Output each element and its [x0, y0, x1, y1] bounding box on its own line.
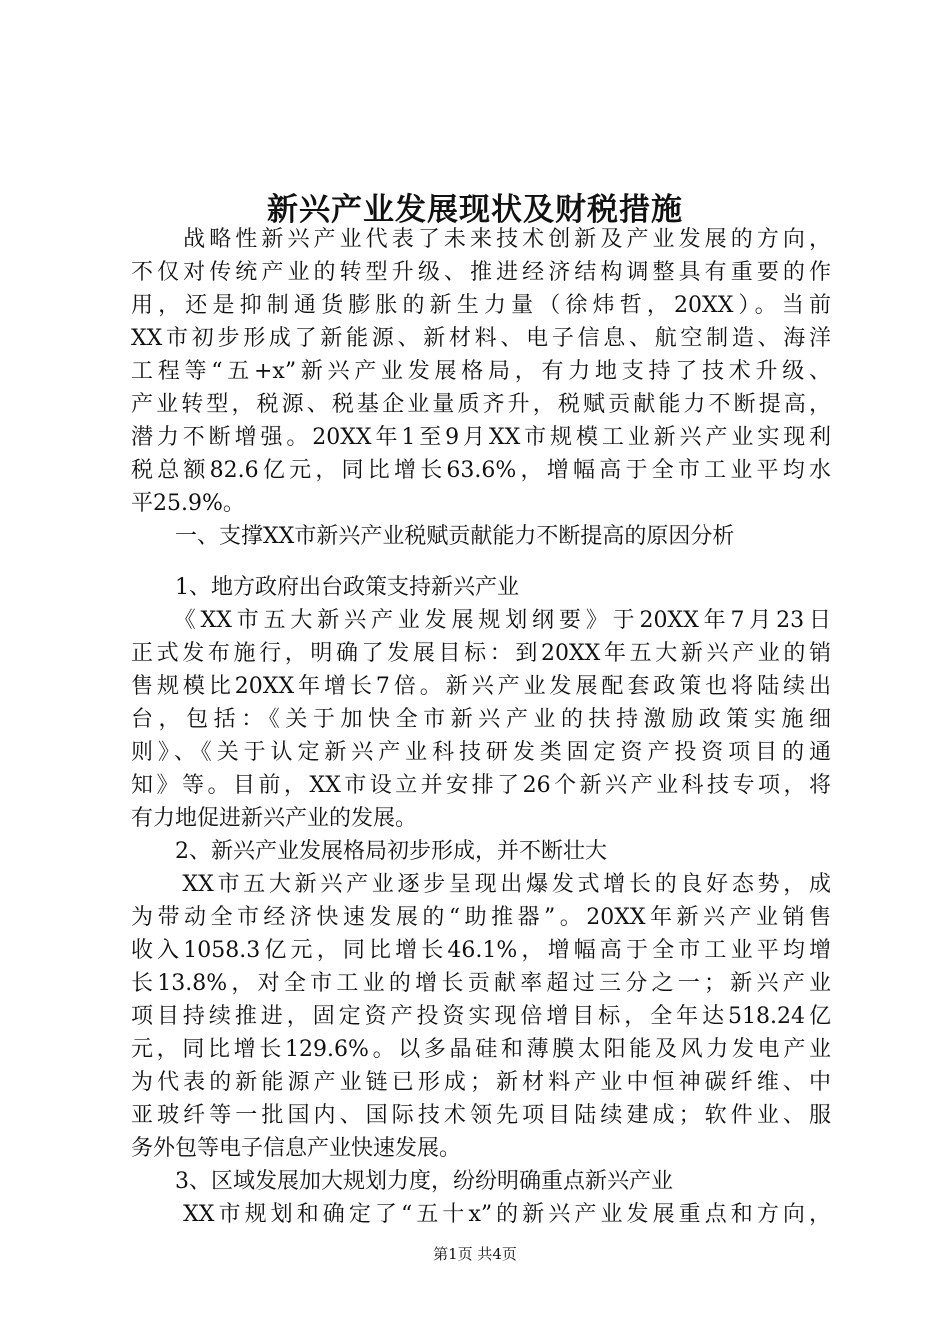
body-line: XX市初步形成了新能源、新材料、电子信息、航空制造、海洋: [131, 326, 831, 351]
body-line: 台，包括：《关于加快全市新兴产业的扶持激励政策实施细: [131, 707, 831, 732]
body-line: 知》等。目前，XX市设立并安排了26个新兴产业科技专项，将: [131, 773, 831, 798]
body-line: 售规模比20XX年增长7倍。新兴产业发展配套政策也将陆续出: [131, 674, 831, 699]
body-line: 产业转型，税源、税基企业量质齐升，税赋贡献能力不断提高，: [131, 392, 831, 417]
body-line: 用，还是抑制通货膨胀的新生力量（徐炜哲，20XX）。当前: [131, 293, 831, 318]
body-line: XX市规划和确定了“五十x”的新兴产业发展重点和方向，: [131, 1202, 831, 1227]
body-line: 项目持续推进，固定资产投资实现倍增目标，全年达518.24亿: [131, 1004, 831, 1029]
body-line: 元，同比增长129.6%。以多晶硅和薄膜太阳能及风力发电产业: [131, 1037, 831, 1062]
body-line: 务外包等电子信息产业快速发展。: [131, 1136, 462, 1161]
body-line: 为代表的新能源产业链已形成；新材料产业中恒神碳纤维、中: [131, 1070, 831, 1095]
body-line: 长13.8%，对全市工业的增长贡献率超过三分之一；新兴产业: [131, 971, 831, 996]
subsection-heading: 3、区域发展加大规划力度，纷纷明确重点新兴产业: [131, 1169, 673, 1194]
body-line: 税总额82.6亿元，同比增长63.6%，增幅高于全市工业平均水: [131, 458, 831, 483]
body-line: 不仅对传统产业的转型升级、推进经济结构调整具有重要的作: [131, 260, 831, 285]
body-line: 战略性新兴产业代表了未来技术创新及产业发展的方向，: [131, 227, 831, 252]
body-line: 有力地促进新兴产业的发展。: [131, 806, 418, 831]
page-footer: 第1页 共4页: [433, 1245, 517, 1263]
body-line: 平25.9%。: [131, 491, 245, 516]
document-title: 新兴产业发展现状及财税措施: [267, 192, 683, 228]
subsection-heading: 1、地方政府出台政策支持新兴产业: [131, 575, 519, 600]
body-line: 则》、《关于认定新兴产业科技研发类固定资产投资项目的通: [131, 740, 831, 765]
body-line: 亚玻纤等一批国内、国际技术领先项目陆续建成；软件业、服: [131, 1103, 831, 1128]
body-line: 工程等“五+x”新兴产业发展格局，有力地支持了技术升级、: [131, 359, 831, 384]
body-line: 为带动全市经济快速发展的“助推器”。20XX年新兴产业销售: [131, 905, 831, 930]
section-heading: 一、支撑XX市新兴产业税赋贡献能力不断提高的原因分析: [131, 524, 735, 549]
body-line: 正式发布施行，明确了发展目标：到20XX年五大新兴产业的销: [131, 641, 831, 666]
subsection-heading: 2、新兴产业发展格局初步形成，并不断壮大: [131, 839, 607, 864]
body-line: XX市五大新兴产业逐步呈现出爆发式增长的良好态势，成: [131, 872, 831, 897]
body-line: 收入1058.3亿元，同比增长46.1%，增幅高于全市工业平均增: [131, 938, 831, 963]
body-line: 潜力不断增强。20XX年1至9月XX市规模工业新兴产业实现利: [131, 425, 831, 450]
body-line: 《XX市五大新兴产业发展规划纲要》于20XX年7月23日: [131, 608, 831, 633]
